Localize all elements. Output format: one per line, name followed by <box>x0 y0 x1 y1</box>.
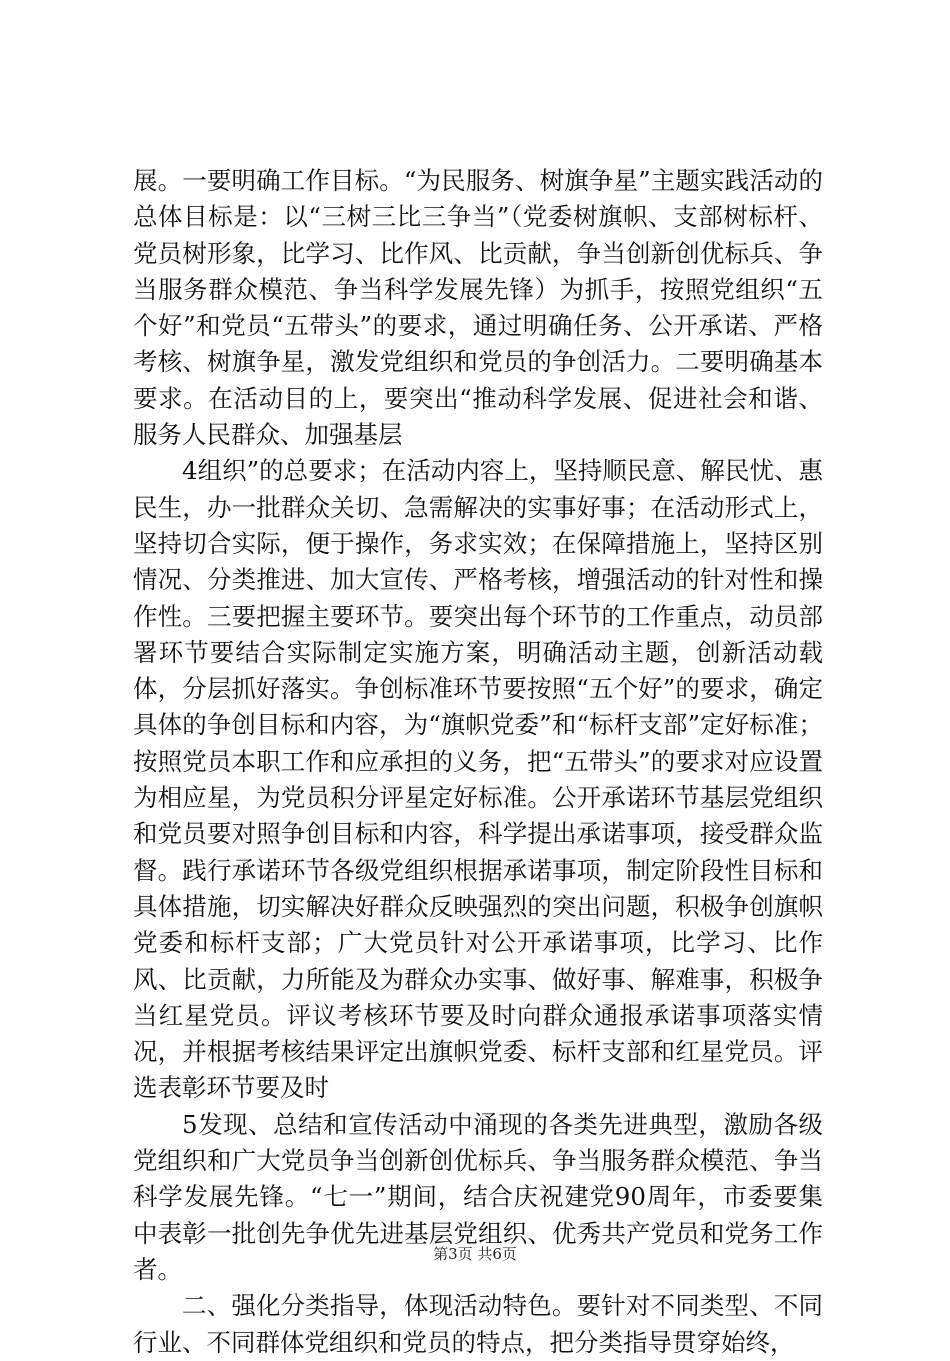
paragraph-3: 5发现、总结和宣传活动中涌现的各类先进典型，激励各级党组织和广大党员争当创新创优标兵、争当服务群众模范、争当科学发展先锋。“七一”期间，结合庆祝建党90周年，市委要集中表彰一批创先争优先进基层党组织、优秀共产党员和党务工作者。 <box>133 1109 823 1284</box>
paragraph-1: 展。一要明确工作目标。“为民服务、树旗争星”主题实践活动的总体目标是：以“三树三比三争当”（党委树旗帜、支部树标杆、党员树形象，比学习、比作风、比贡献，争当创新创优标兵、争当服务群众模范、争当科学发展先锋）为抓手，按照党组织“五个好”和党员“五带头”的要求，通过明确任务、公开承诺、严格考核、树旗争星，激发党组织和党员的争创活力。二要明确基本要求。在活动目的上，要突出“推动科学发展、促进社会和谐、服务人民群众、加强基层 <box>133 166 823 450</box>
document-body <box>133 163 823 1361</box>
page-number-label: 第3页 共6页 <box>433 1245 517 1263</box>
paragraph-2: 4组织”的总要求；在活动内容上，坚持顺民意、解民忧、惠民生，办一批群众关切、急需解决的实事好事；在活动形式上，坚持切合实际，便于操作，务求实效；在保障措施上，坚持区别情况、分类推进、加大宣传、严格考核，增强活动的针对性和操作性。三要把握主要环节。要突出每个环节的工作重点，动员部署环节要结合实际制定实施方案，明确活动主题，创新活动载体，分层抓好落实。争创标准环节要按照“五个好”的要求，确定具体的争创目标和内容，为“旗帜党委”和“标杆支部”定好标准；按照党员本职工作和应承担的义务，把“五带头”的要求对应设置为相应星，为党员积分评星定好标准。公开承诺环节基层党组织和党员要对照争创目标和内容，科学提出承诺事项，接受群众监督。践行承诺环节各级党组织根据承诺事项，制定阶段性目标和具体措施，切实解决好群众反映强烈的突出问题，积极争创旗帜党委和标杆支部；广大党员针对公开承诺事项，比学习、比作风、比贡献，力所能及为群众办实事、做好事、解难事，积极争当红星党员。评议考核环节要及时向群众通报承诺事项落实情况，并根据考核结果评定出旗帜党委、标杆支部和红星党员。评选表彰环节要及时 <box>133 456 823 1103</box>
page-footer <box>0 1243 950 1264</box>
paragraph-4: 二、强化分类指导，体现活动特色。要针对不同类型、不同行业、不同群体党组织和党员的特点，把分类指导贯穿始终， <box>133 1291 823 1357</box>
